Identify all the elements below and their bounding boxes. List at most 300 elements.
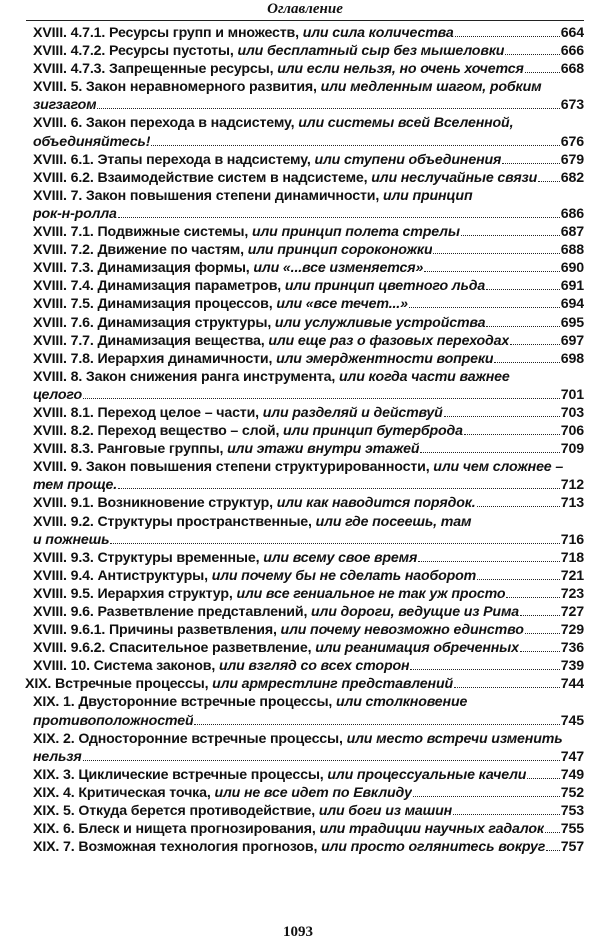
entry-number: XVIII. 7.3. [33, 260, 94, 277]
entry-number: XIX. 3. [33, 766, 75, 783]
dot-leader [433, 253, 559, 254]
dot-leader [538, 181, 560, 182]
entry-subtitle: или где посеешь, там [315, 513, 472, 530]
entry-number: XIX. 7. [33, 839, 75, 856]
entry-text [33, 277, 485, 295]
entry-page-number: 723 [560, 585, 584, 602]
dot-leader [151, 145, 559, 146]
toc-entry-line [33, 567, 584, 585]
entry-title: Запрещенные ресурсы, [108, 61, 274, 78]
dot-leader [409, 307, 560, 308]
entry-text [33, 440, 419, 458]
entry-number: XVIII. 7.8. [33, 350, 94, 367]
entry-number: XVIII. 7.6. [33, 314, 94, 331]
toc-entry-line [33, 259, 584, 277]
entry-text [33, 259, 423, 277]
toc-entry-line [33, 621, 584, 639]
toc-entry-line [25, 675, 584, 693]
toc-entry[interactable] [0, 675, 596, 693]
entry-title: Структуры временные, [97, 549, 260, 566]
entry-number: XVIII. 9.6. [33, 604, 94, 620]
entry-title: Двусторонние встречные процессы, [78, 694, 333, 711]
entry-title: Движение по частям, [97, 242, 244, 259]
entry-title: Ресурсы групп и множеств, [108, 25, 299, 41]
entry-subtitle: или когда части важнее [339, 368, 510, 385]
entry-text [33, 766, 526, 784]
entry-page-number: 666 [560, 43, 584, 60]
entry-title: Возникновение структур, [97, 495, 273, 512]
entry-page-number: 673 [560, 97, 584, 114]
entry-subtitle: или «все течет...» [276, 296, 408, 313]
toc-entry-line [33, 187, 584, 205]
entry-number: XVIII. 8.2. [33, 423, 94, 440]
dot-leader [527, 778, 559, 779]
entry-page-number: 664 [560, 25, 584, 41]
entry-page-number: 752 [560, 784, 584, 801]
toc-entry-line [33, 784, 584, 802]
entry-text [33, 205, 117, 223]
toc-entry-line [33, 730, 584, 748]
dot-leader [455, 36, 560, 37]
toc-entry[interactable] [0, 838, 596, 856]
entry-subtitle: или не все идет по Евклиду [214, 784, 412, 801]
dot-leader [510, 344, 560, 345]
toc-entry-line [33, 766, 584, 784]
dot-leader [454, 687, 560, 688]
dot-leader [486, 289, 560, 290]
entry-page-number: 727 [560, 604, 584, 620]
toc-entry[interactable] [0, 567, 596, 585]
entry-text [33, 549, 417, 567]
dot-leader [194, 724, 559, 725]
entry-number: XVIII. 6.2. [33, 169, 94, 186]
toc-entry-line [33, 458, 584, 476]
toc-entry[interactable] [0, 350, 596, 368]
entry-page-number: 690 [560, 260, 584, 277]
entry-title: Взаимодействие систем в надсистеме, [97, 169, 368, 186]
entry-number: XVIII. 9.3. [33, 549, 94, 566]
entry-text [33, 657, 409, 675]
entry-page-number: 745 [560, 712, 584, 729]
entry-subtitle: или как наводится порядок. [276, 495, 476, 512]
entry-page-number: 697 [560, 332, 584, 349]
dot-leader [477, 506, 560, 507]
entry-text [33, 404, 443, 422]
toc-entry-line [33, 314, 584, 332]
entry-text [33, 712, 193, 730]
toc-entry-line [33, 241, 584, 259]
page-header: Оглавление [26, 0, 584, 21]
entry-number: XIX. [25, 676, 52, 693]
dot-leader [83, 398, 560, 399]
toc-entry[interactable] [0, 404, 596, 422]
entry-text [33, 585, 505, 603]
toc-entry-line [33, 549, 584, 567]
toc-entry[interactable] [0, 802, 596, 820]
entry-subtitle-continued: объединяйтесь! [33, 133, 151, 150]
entry-title: Переход вещество – слой, [97, 423, 280, 440]
entry-number: XVIII. 9.5. [33, 585, 94, 602]
entry-subtitle: или этажи внутри этажей [227, 441, 420, 458]
entry-text [33, 802, 452, 820]
dot-leader [545, 832, 560, 833]
toc-entry-line [33, 585, 584, 603]
toc-entry-line [33, 639, 584, 657]
entry-page-number: 713 [560, 495, 584, 512]
toc-entry[interactable] [0, 187, 596, 223]
entry-subtitle: или все гениальное не так уж просто [236, 585, 506, 602]
entry-number: XVIII. 5. [33, 79, 83, 96]
entry-number: XVIII. 6. [33, 115, 83, 132]
dot-leader [418, 561, 560, 562]
entry-page-number: 729 [560, 622, 584, 639]
entry-number: XVIII. 7.2. [33, 242, 94, 259]
entry-title: Циклические встречные процессы, [78, 766, 324, 783]
entry-title: Односторонние встречные процессы, [78, 730, 343, 747]
toc-entry-line [33, 802, 584, 820]
toc-entry[interactable] [0, 78, 596, 114]
entry-text [33, 820, 544, 838]
entry-page-number: 716 [560, 531, 584, 548]
entry-number: XVIII. 8. [33, 368, 83, 385]
entry-page-number: 668 [560, 61, 584, 78]
dot-leader [97, 108, 559, 109]
entry-number: XVIII. 7.7. [33, 332, 94, 349]
toc-entry[interactable] [0, 114, 596, 150]
entry-text [33, 838, 545, 856]
dot-leader [525, 633, 560, 634]
entry-page-number: 712 [560, 477, 584, 494]
entry-text [33, 24, 454, 42]
entry-page-number: 749 [560, 766, 584, 783]
dot-leader [444, 416, 560, 417]
dot-leader [110, 543, 559, 544]
entry-page-number: 739 [560, 658, 584, 675]
toc-entry-line [33, 24, 584, 42]
dot-leader [502, 163, 560, 164]
toc-entry-line [33, 223, 584, 241]
entry-page-number: 747 [560, 748, 584, 765]
entry-page-number: 757 [560, 839, 584, 856]
dot-leader [464, 434, 560, 435]
entry-subtitle: или традиции научных гадалок [319, 821, 544, 838]
dot-leader [118, 217, 560, 218]
entry-number: XVIII. 9.4. [33, 567, 94, 584]
entry-page-number: 688 [560, 242, 584, 259]
entry-page-number: 736 [560, 640, 584, 657]
entry-number: XVIII. 8.1. [33, 404, 94, 421]
toc-entry[interactable] [0, 241, 596, 259]
entry-title: Закон неравномерного развития, [85, 79, 317, 96]
toc-entry-line [33, 96, 584, 114]
toc-entry[interactable] [0, 295, 596, 313]
entry-number: XVIII. 9.1. [33, 495, 94, 512]
entry-text [33, 314, 485, 332]
dot-leader [520, 615, 560, 616]
entry-subtitle: или системы всей Вселенной, [298, 115, 514, 132]
entry-page-number: 721 [560, 567, 584, 584]
entry-page-number: 676 [560, 133, 584, 150]
entry-text [33, 60, 524, 78]
dot-leader [461, 235, 560, 236]
entry-title: Иерархия структур, [97, 585, 233, 602]
entry-title: Динамизация параметров, [97, 278, 282, 295]
toc-entry[interactable] [0, 368, 596, 404]
toc-entry-line [33, 114, 584, 132]
toc-entry[interactable] [0, 784, 596, 802]
toc-entry-line [33, 151, 584, 169]
entry-number: XVIII. 7.4. [33, 278, 94, 295]
entry-subtitle: или принцип цветного льда [284, 278, 486, 295]
entry-subtitle: или почему бы не сделать наоборот [211, 567, 477, 584]
entry-subtitle: или эмерджентности вопреки [276, 350, 494, 367]
dot-leader [505, 54, 559, 55]
entry-title: Закон повышения степени структурированности, [85, 459, 430, 476]
entry-text [25, 675, 453, 693]
entry-page-number: 709 [560, 441, 584, 458]
toc-entry[interactable] [0, 277, 596, 295]
entry-number: XVIII. 4.7.3. [33, 61, 106, 78]
entry-number: XVIII. 9.2. [33, 513, 94, 530]
toc-entry[interactable] [0, 314, 596, 332]
toc-entry-line [33, 693, 584, 711]
entry-title: Система законов, [93, 658, 216, 675]
entry-page-number: 744 [560, 676, 584, 693]
toc-entry-line [33, 169, 584, 187]
entry-subtitle-continued: тем проще. [33, 477, 117, 494]
toc-entry[interactable] [0, 422, 596, 440]
entry-page-number: 679 [560, 151, 584, 168]
entry-subtitle-continued: нельзя [33, 748, 82, 765]
entry-page-number: 718 [560, 549, 584, 566]
entry-subtitle: или неслучайные связи [371, 169, 538, 186]
entry-number: XVIII. 7.1. [33, 224, 94, 241]
toc-entry-line [33, 205, 584, 223]
entry-text [33, 494, 476, 512]
entry-page-number: 695 [560, 314, 584, 331]
toc-entry-line [33, 60, 584, 78]
toc-entry-line [33, 422, 584, 440]
entry-subtitle: или просто оглянитесь вокруг [321, 839, 546, 856]
dot-leader [520, 651, 560, 652]
entry-title: Спасительное разветвление, [108, 640, 312, 657]
toc-entry[interactable] [0, 151, 596, 169]
entry-text [33, 241, 432, 259]
dot-leader [410, 669, 559, 670]
toc-entry[interactable] [0, 603, 596, 621]
entry-title: Закон повышения степени динамичности, [85, 187, 380, 204]
entry-number: XVIII. 9.6.1. [33, 622, 106, 639]
entry-title: Критическая точка, [78, 784, 211, 801]
toc-entry-line [33, 603, 584, 621]
entry-subtitle: или услужливые устройства [274, 314, 486, 331]
dot-leader [424, 271, 560, 272]
toc-entry-line [33, 531, 584, 549]
entry-title: Динамизация структуры, [97, 314, 272, 331]
toc-entry[interactable] [0, 639, 596, 657]
entry-page-number: 755 [560, 821, 584, 838]
toc-entry[interactable] [0, 494, 596, 512]
entry-page-number: 753 [560, 803, 584, 820]
toc-entry-line [33, 277, 584, 295]
dot-leader [477, 579, 560, 580]
entry-title: Закон перехода в надсистему, [85, 115, 295, 132]
toc-entry-line [33, 494, 584, 512]
entry-text [33, 332, 509, 350]
entry-number: XVIII. 4.7.1. [33, 25, 106, 41]
entry-subtitle-continued: и пожнешь [33, 531, 110, 548]
entry-subtitle: или медленным шагом, робким [320, 79, 542, 96]
toc-entry[interactable] [0, 766, 596, 784]
entry-title: Ранговые группы, [97, 441, 224, 458]
toc-entry-line [33, 748, 584, 766]
entry-number: XVIII. 9.6.2. [33, 640, 106, 657]
entry-text [33, 350, 493, 368]
entry-title: Блеск и нищета прогнозирования, [78, 821, 316, 838]
entry-subtitle: или почему невозможно единство [280, 622, 524, 639]
entry-text [33, 151, 501, 169]
entry-title: Динамизация процессов, [97, 296, 273, 313]
entry-title: Закон снижения ранга инструмента, [85, 368, 336, 385]
toc-entry[interactable] [0, 60, 596, 78]
entry-title: Этапы перехода в надсистему, [97, 151, 311, 168]
entry-text [33, 96, 96, 114]
toc-entry[interactable] [0, 169, 596, 187]
entry-subtitle: или всему свое время [263, 549, 418, 566]
toc-entry-line [33, 295, 584, 313]
entry-subtitle: или реанимация обреченных [315, 640, 519, 657]
entry-page-number: 706 [560, 423, 584, 440]
entry-text [33, 531, 109, 549]
entry-subtitle: или принцип бутерброда [283, 423, 463, 440]
entry-title: Динамизация формы, [97, 260, 250, 277]
page-number: 1093 [283, 924, 313, 940]
entry-title: Иерархия динамичности, [97, 350, 273, 367]
entry-number: XVIII. 7. [33, 187, 83, 204]
entry-text [33, 639, 519, 657]
entry-text [33, 784, 412, 802]
toc-entry[interactable] [0, 440, 596, 458]
toc-entry[interactable] [0, 549, 596, 567]
entry-subtitle: или место встречи изменить [346, 730, 563, 747]
entry-number: XVIII. 10. [33, 658, 90, 675]
toc-entry[interactable] [0, 657, 596, 675]
entry-number: XIX. 5. [33, 803, 75, 820]
entry-subtitle: или принцип полета стрелы [251, 224, 460, 241]
toc-entry-line [33, 78, 584, 96]
entry-subtitle: или принцип [382, 187, 473, 204]
entry-page-number: 691 [560, 278, 584, 295]
entry-text [33, 169, 537, 187]
entry-number: XIX. 1. [33, 694, 75, 711]
toc-entry-line [33, 332, 584, 350]
entry-title: Откуда берется противодействие, [78, 803, 316, 820]
toc-entry-line [33, 657, 584, 675]
entry-text [33, 386, 82, 404]
entry-subtitle: или сила количества [302, 25, 454, 41]
entry-page-number: 686 [560, 205, 584, 222]
toc-entry[interactable] [0, 513, 596, 549]
toc-entry[interactable] [0, 585, 596, 603]
toc-entry[interactable] [0, 24, 596, 42]
entry-subtitle: или принцип сороконожки [247, 242, 433, 259]
entry-subtitle: или еще раз о фазовых переходах [268, 332, 510, 349]
toc-entry[interactable] [0, 820, 596, 838]
entry-title: Ресурсы пустоты, [108, 43, 234, 60]
toc-entry-line [33, 476, 584, 494]
toc-entry-line [33, 404, 584, 422]
entry-subtitle: или боги из машин [318, 803, 453, 820]
toc-entry-line [33, 386, 584, 404]
entry-page-number: 698 [560, 350, 584, 367]
entry-title: Антиструктуры, [97, 567, 208, 584]
entry-subtitle-continued: рок-н-ролла [33, 205, 117, 222]
dot-leader [413, 796, 560, 797]
entry-number: XIX. 6. [33, 821, 75, 838]
entry-subtitle: или чем сложнее – [433, 459, 564, 476]
dot-leader [453, 814, 560, 815]
entry-text [33, 567, 476, 585]
entry-number: XVIII. 9. [33, 459, 83, 476]
entry-title: Встречные процессы, [55, 676, 209, 693]
toc-entry[interactable] [0, 42, 596, 60]
toc-entry[interactable] [0, 223, 596, 241]
entry-page-number: 682 [560, 169, 584, 186]
dot-leader [494, 362, 559, 363]
dot-leader [118, 488, 560, 489]
toc-entry-line [33, 712, 584, 730]
toc-entry-line [33, 838, 584, 856]
entry-text [33, 621, 524, 639]
toc-entry-line [33, 513, 584, 531]
entry-title: Динамизация вещества, [97, 332, 265, 349]
entry-subtitle: или бесплатный сыр без мышеловки [237, 43, 505, 60]
entry-subtitle: или если нельзя, но очень хочется [277, 61, 524, 78]
entry-number: XVIII. 8.3. [33, 441, 94, 458]
entry-subtitle-continued: противоположностей [33, 712, 194, 729]
entry-text [33, 422, 463, 440]
entry-text [33, 223, 460, 241]
entry-subtitle: или взгляд со всех сторон [218, 658, 410, 675]
entry-title: Подвижные системы, [97, 224, 249, 241]
entry-subtitle: или ступени объединения [314, 151, 502, 168]
dot-leader [486, 326, 559, 327]
entry-page-number: 687 [560, 224, 584, 241]
toc-entry-line [33, 440, 584, 458]
entry-number: XVIII. 7.5. [33, 296, 94, 313]
entry-text [33, 295, 408, 313]
toc-entry-line [33, 350, 584, 368]
entry-text [33, 42, 504, 60]
dot-leader [83, 760, 560, 761]
entry-title: Структуры пространственные, [97, 513, 312, 530]
entry-text [33, 133, 150, 151]
entry-number: XIX. 2. [33, 730, 75, 747]
entry-number: XVIII. 4.7.2. [33, 43, 106, 60]
entry-subtitle: или столкновение [336, 694, 468, 711]
entry-subtitle-continued: зигзагом [33, 97, 97, 114]
dot-leader [506, 597, 559, 598]
entry-text [33, 603, 519, 621]
toc-entry[interactable] [0, 259, 596, 277]
toc-entry[interactable] [0, 332, 596, 350]
toc-entry-line [33, 42, 584, 60]
toc-entry[interactable] [0, 621, 596, 639]
toc-entry[interactable] [0, 730, 596, 766]
toc-entry[interactable] [0, 458, 596, 494]
toc-entry[interactable] [0, 693, 596, 729]
entry-text [33, 748, 82, 766]
